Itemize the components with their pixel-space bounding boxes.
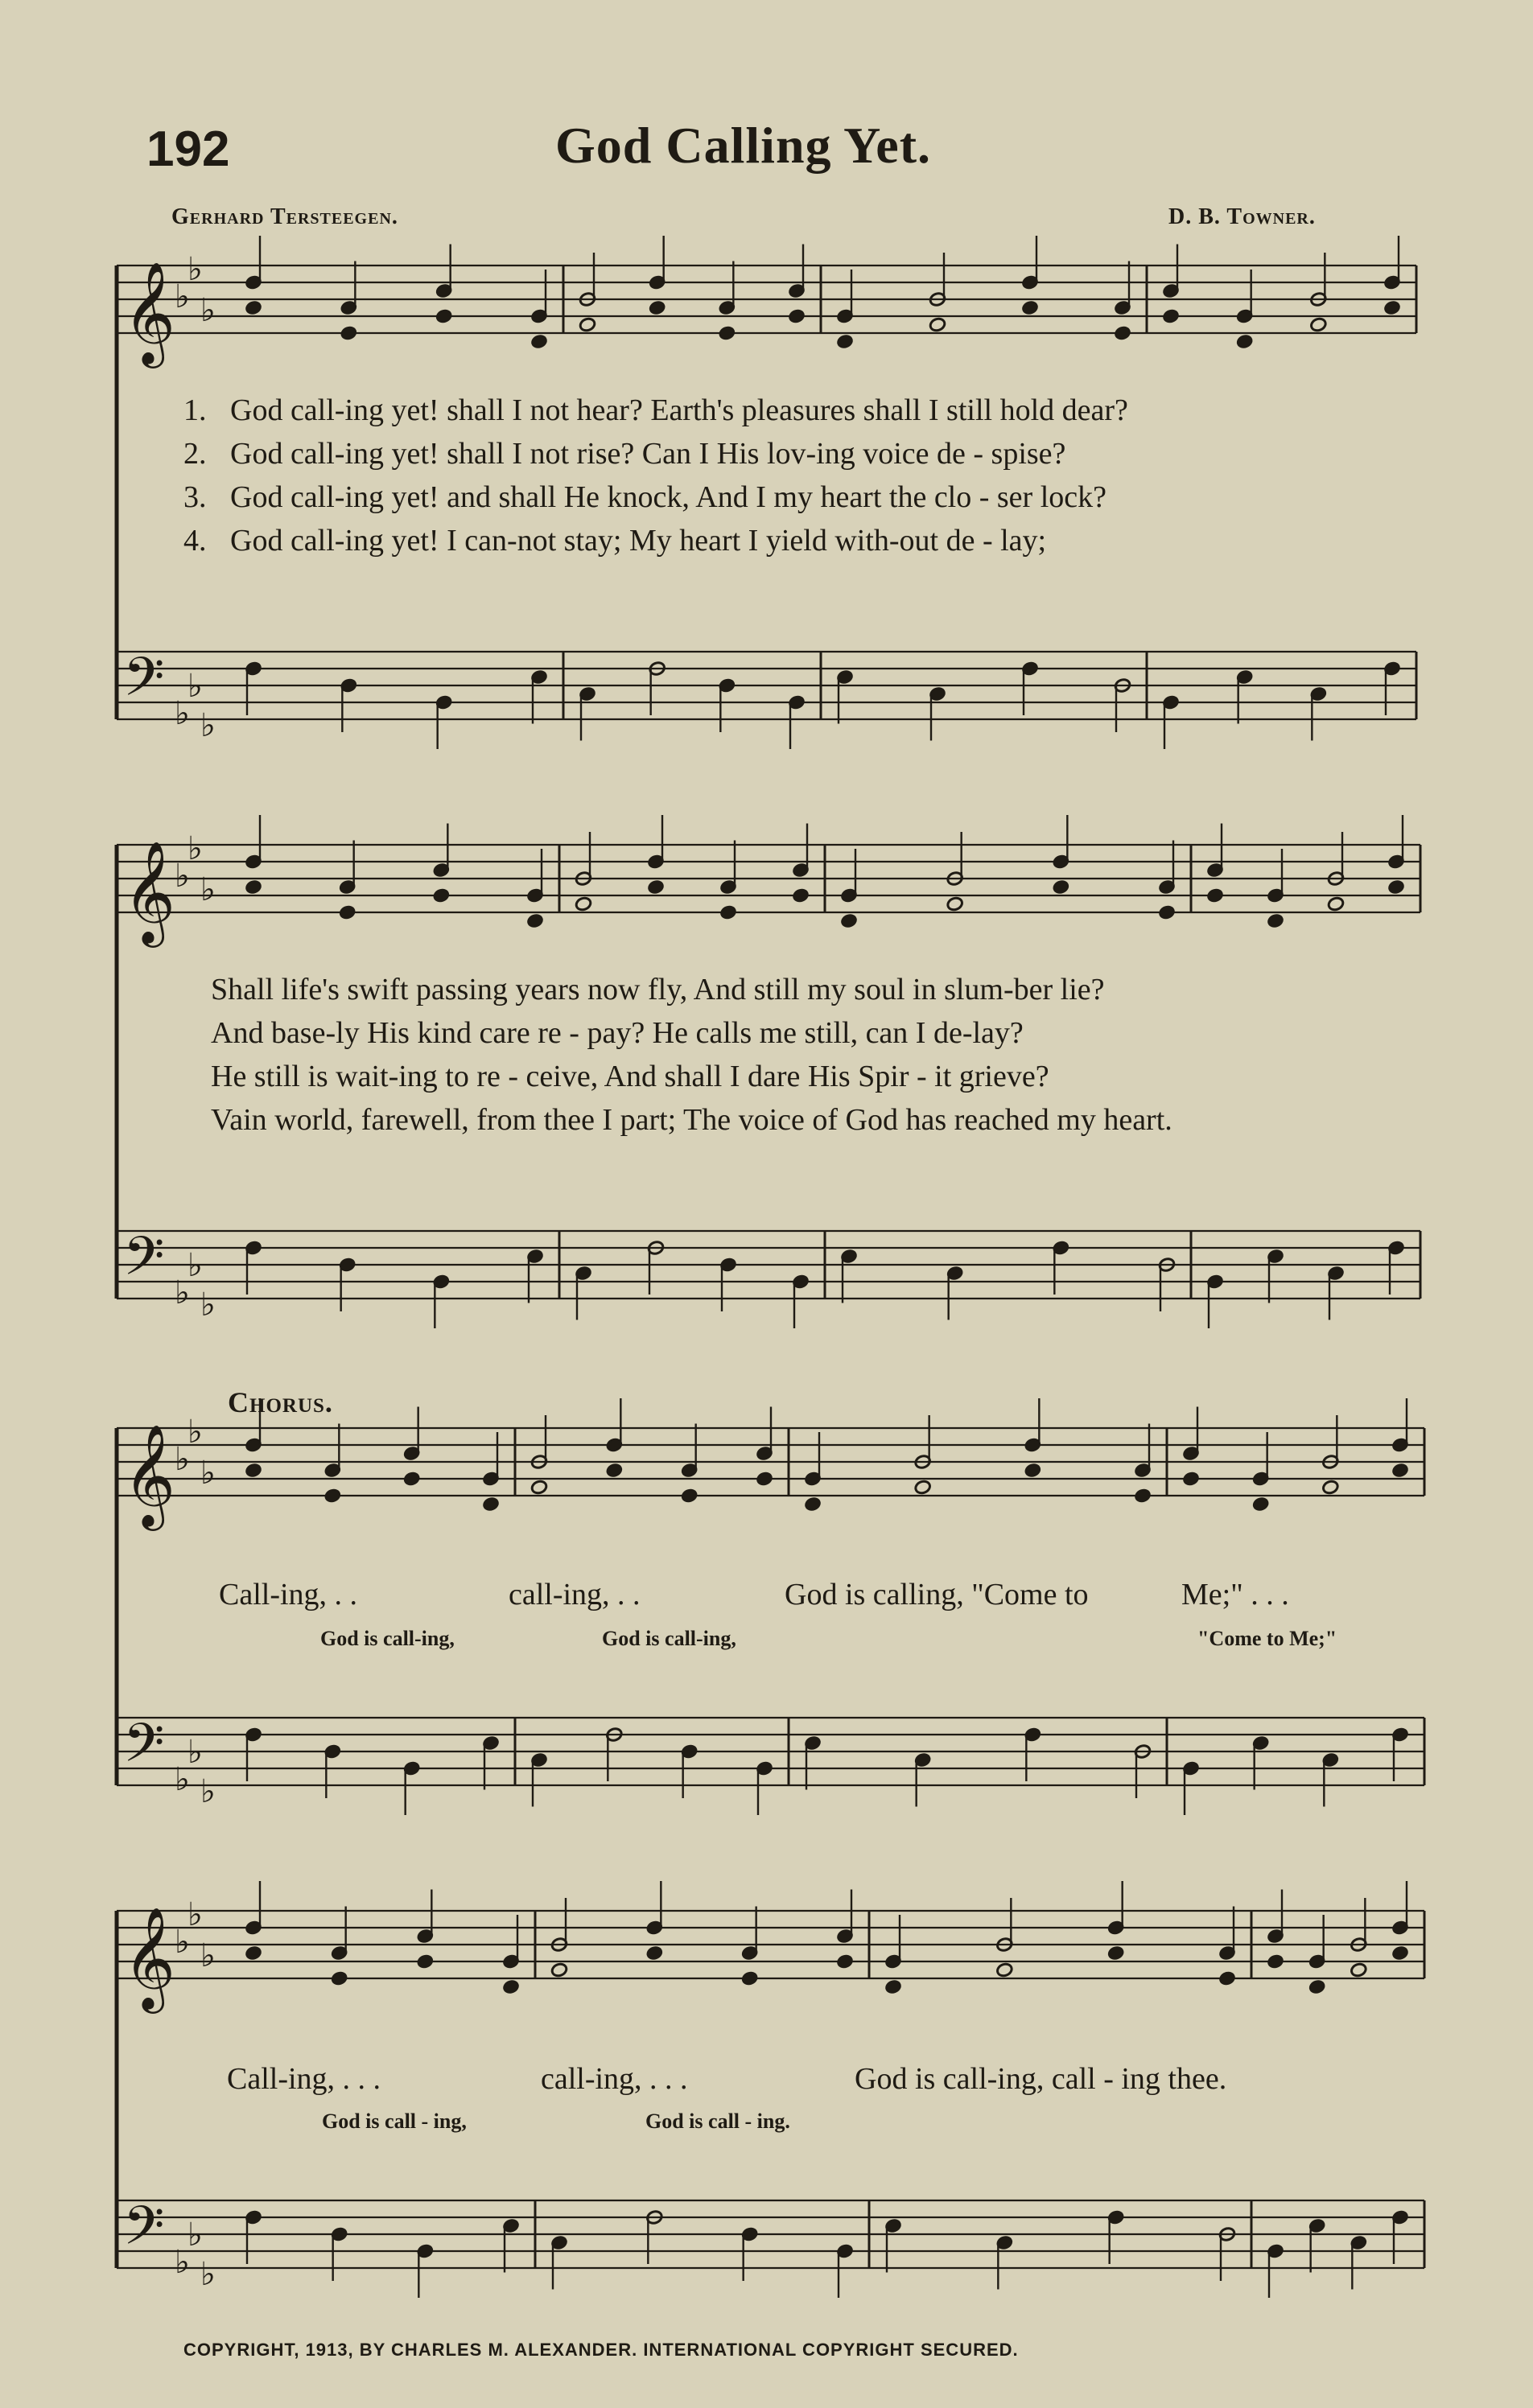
- svg-text:♭: ♭: [200, 1937, 216, 1974]
- hymn-title: God Calling Yet.: [555, 117, 931, 174]
- svg-text:♭: ♭: [188, 1896, 203, 1933]
- chorus-line1-echo1: God is call-ing,: [320, 1627, 455, 1650]
- chorus-line2-word1: Call-ing, . . .: [227, 2062, 381, 2096]
- svg-text:♭: ♭: [200, 1773, 216, 1810]
- stanza-4-line-a: 4. God call-ing yet! I can-not stay; My heart I yield with-out de - lay;: [183, 524, 1047, 558]
- chorus-line1-word4: Me;" . . .: [1181, 1578, 1289, 1612]
- svg-text:♭: ♭: [188, 1247, 203, 1284]
- stanza-4-line-b: Vain world, farewell, from thee I part; The voice of God has reached my heart.: [211, 1103, 1172, 1137]
- stanza-1-line-a: 1. God call-ing yet! shall I not hear? Earth's pleasures shall I still hold dear?: [183, 393, 1128, 427]
- chorus-line2-echo2: God is call - ing.: [645, 2110, 790, 2133]
- stanza-2-line-a: 2. God call-ing yet! shall I not rise? Can I His lov-ing voice de - spise?: [183, 437, 1066, 471]
- svg-text:♭: ♭: [200, 707, 216, 744]
- chorus-line1-word1: Call-ing, . .: [219, 1578, 358, 1612]
- svg-text:𝄞: 𝄞: [123, 1423, 176, 1526]
- svg-text:♭: ♭: [188, 1414, 203, 1451]
- svg-text:𝄢: 𝄢: [123, 1225, 165, 1300]
- svg-text:♭: ♭: [175, 858, 190, 895]
- svg-text:𝄞: 𝄞: [123, 261, 176, 364]
- stanza-3-line-b: He still is wait-ing to re - ceive, And shall I dare His Spir - it grieve?: [211, 1060, 1049, 1093]
- svg-text:♭: ♭: [188, 2217, 203, 2254]
- svg-text:♭: ♭: [200, 871, 216, 908]
- svg-text:♭: ♭: [175, 695, 190, 732]
- chorus-line1-echo2: God is call-ing,: [602, 1627, 736, 1650]
- svg-text:♭: ♭: [175, 1441, 190, 1478]
- chorus-line2-word2: call-ing, . . .: [541, 2062, 688, 2096]
- author-credit: Gerhard Tersteegen.: [171, 204, 398, 229]
- svg-text:♭: ♭: [188, 668, 203, 705]
- svg-text:♭: ♭: [188, 251, 203, 288]
- svg-text:♭: ♭: [188, 830, 203, 867]
- svg-text:♭: ♭: [175, 278, 190, 315]
- svg-text:𝄢: 𝄢: [123, 2195, 165, 2270]
- stanza-3-line-a: 3. God call-ing yet! and shall He knock, And I my heart the clo - ser lock?: [183, 480, 1106, 514]
- chorus-line1-word2: call-ing, . .: [509, 1578, 641, 1612]
- hymn-number: 192: [146, 121, 230, 177]
- stanza-1-line-b: Shall life's swift passing years now fly, And still my soul in slum-ber lie?: [211, 973, 1105, 1006]
- svg-text:♭: ♭: [200, 292, 216, 329]
- svg-text:♭: ♭: [175, 2244, 190, 2281]
- svg-text:♭: ♭: [200, 1455, 216, 1492]
- svg-text:𝄞: 𝄞: [123, 840, 176, 943]
- svg-text:♭: ♭: [175, 1274, 190, 1311]
- svg-text:♭: ♭: [200, 2256, 216, 2293]
- chorus-line2-echo1: God is call - ing,: [322, 2110, 467, 2133]
- chorus-line1-word3: God is calling, "Come to: [785, 1578, 1089, 1612]
- stanza-2-line-b: And base-ly His kind care re - pay? He calls me still, can I de-lay?: [211, 1016, 1024, 1050]
- chorus-line2-word3: God is call-ing, call - ing thee.: [855, 2062, 1227, 2096]
- svg-text:𝄞: 𝄞: [123, 1906, 176, 2009]
- chorus-line1-echo3: "Come to Me;": [1197, 1627, 1337, 1650]
- svg-text:𝄢: 𝄢: [123, 646, 165, 721]
- svg-text:♭: ♭: [188, 1734, 203, 1771]
- svg-text:♭: ♭: [200, 1286, 216, 1323]
- copyright-notice: COPYRIGHT, 1913, BY CHARLES M. ALEXANDER. INTERNATIONAL COPYRIGHT SECURED.: [183, 2340, 1019, 2360]
- svg-text:♭: ♭: [175, 1924, 190, 1961]
- composer-credit: D. B. Towner.: [1168, 204, 1316, 229]
- svg-text:♭: ♭: [175, 1761, 190, 1798]
- svg-text:𝄢: 𝄢: [123, 1712, 165, 1787]
- chorus-label: Chorus.: [228, 1386, 333, 1418]
